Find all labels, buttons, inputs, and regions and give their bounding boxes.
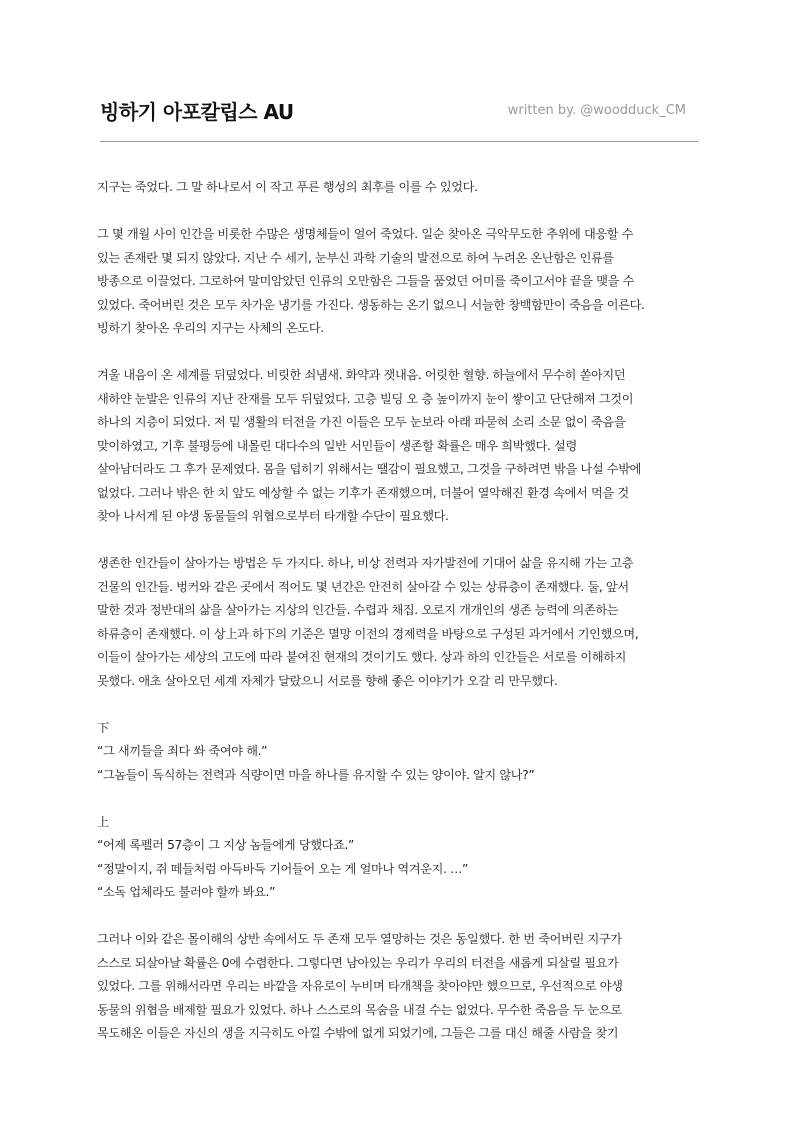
paragraph (97, 928, 705, 1046)
header-divider (100, 141, 698, 142)
author-byline: written by. @woodduck_CM (507, 103, 686, 118)
text-line: 방종으로 이끌었다. 그로하여 말미암았던 인류의 오만함은 그들을 품었던 어미를 죽이고서야 끝을 맺을 수 (97, 274, 635, 288)
dialogue-line: “그 새끼들을 죄다 쏴 죽여야 해.” (97, 744, 268, 758)
paragraph (97, 364, 705, 529)
dialogue-line: “어제 록펠러 57층이 그 지상 놈들에게 당했다죠.” (97, 838, 355, 852)
text-line: 그 몇 개월 사이 인간을 비롯한 수많은 생명체들이 얼어 죽었다. 일순 찾아온 극악무도한 추위에 대응할 수 (97, 227, 634, 241)
text-line: 찾아 나서게 된 야생 동물들의 위협으로부터 타개할 수단이 필요했다. (97, 509, 449, 523)
text-line: 빙하기 찾아온 우리의 지구는 사체의 온도다. (97, 321, 324, 335)
dialogue-line: “그놈들이 독식하는 전력과 식량이면 마을 하나를 유지할 수 있는 양이야. 알지 않나?” (97, 767, 535, 782)
text-line: 있었다. 그를 위해서라면 우리는 바깥을 자유로이 누비며 타개책을 찾아야만 했으므로, 우선적으로 야생 (97, 979, 623, 993)
dialogue-line: “정말이지, 쥐 떼들처럼 아득바득 기어들어 오는 게 얼마나 역겨운지. …” (97, 861, 468, 876)
dialogue-label: 下 (97, 720, 109, 735)
text-line: 맞이하였고, 기후 불평등에 내몰린 대다수의 일반 서민들이 생존할 확률은 매우 희박했다. 설령 (97, 438, 577, 453)
text-line: 새하얀 눈발은 인류의 지난 잔재를 모두 뒤덮었다. 고층 빌딩 오 층 높이까지 눈이 쌓이고 단단해져 그것이 (97, 391, 634, 406)
document-title: 빙하기 아포칼립스 AU (100, 100, 294, 124)
text-line: 없었다. 그러나 밖은 한 치 앞도 예상할 수 없는 기후가 존재했으며, 더불어 열악해진 환경 속에서 먹을 것 (97, 485, 629, 500)
text-line: 못했다. 애초 살아오던 세계 자체가 달랐으니 서로를 향해 좋은 이야기가 오갈 리 만무했다. (97, 673, 558, 688)
paragraph (97, 223, 705, 341)
document-header (100, 96, 698, 132)
text-line: 있었다. 죽어버린 것은 모두 차가운 냉기를 가진다. 생동하는 온기 없으니 서늘한 창백함만이 죽음을 이른다. (97, 297, 645, 312)
text-line: 말한 것과 정반대의 삶을 살아가는 지상의 인간들. 수렵과 채집. 오로지 개개인의 생존 능력에 의존하는 (97, 603, 619, 617)
text-line: 건물의 인간들. 벙커와 같은 곳에서 적어도 몇 년간은 안전히 살아갈 수 있는 상류층이 존재했다. 둘, 앞서 (97, 579, 629, 594)
dialogue-line: “소독 업체라도 불러야 할까 봐요.” (97, 885, 276, 899)
text-line: 동물의 위협을 배제할 필요가 있었다. 하나 스스로의 목숨을 내걸 수는 없었다. 무수한 죽음을 두 눈으로 (97, 1002, 622, 1017)
document-body (97, 176, 705, 1069)
text-line: 지구는 죽었다. 그 말 하나로서 이 작고 푸른 행성의 최후를 이를 수 있었다. (97, 180, 478, 194)
text-line: 생존한 인간들이 살아가는 방법은 두 가지다. 하나, 비상 전력과 자가발전에 기대어 삶을 유지해 가는 고층 (97, 556, 634, 570)
text-line: 스스로 되살아날 확률은 0에 수렴한다. 그렇다면 남아있는 우리가 우리의 터전을 새롭게 되살릴 필요가 (97, 955, 619, 970)
dialogue-label: 上 (97, 814, 109, 829)
text-line: 하류층이 존재했다. 이 상上과 하下의 기준은 멸망 이전의 경제력을 바탕으로 구성된 과거에서 기인했으며, (97, 626, 639, 641)
text-line: 겨울 내음이 온 세계를 뒤덮었다. 비릿한 쇠냄새. 화약과 잿내음. 어릿한 혈향. 하늘에서 무수히 쏟아지던 (97, 368, 626, 382)
text-line: 살아남더라도 그 후가 문제였다. 몸을 덥히기 위해서는 땔감이 필요했고, 그것을 구하려면 밖을 나설 수밖에 (97, 462, 642, 476)
dialogue-block-upper (97, 811, 705, 905)
text-line: 있는 존재란 몇 되지 않았다. 지난 수 세기, 눈부신 과학 기술의 발전으로 하여 누려온 온난함은 인류를 (97, 250, 614, 265)
text-line: 하나의 지층이 되었다. 저 밑 생활의 터전을 가진 이들은 모두 눈보라 아래 파묻혀 소리 소문 없이 죽음을 (97, 415, 626, 429)
text-line: 그러나 이와 같은 몰이해의 상반 속에서도 두 존재 모두 열망하는 것은 동일했다. 한 번 죽어버린 지구가 (97, 932, 622, 946)
paragraph (97, 552, 705, 693)
dialogue-block-lower (97, 717, 705, 788)
text-line: 이들이 살아가는 세상의 고도에 따라 붙여진 현재의 것이기도 했다. 상과 하의 인간들은 서로를 이해하지 (97, 650, 627, 664)
paragraph (97, 176, 705, 200)
text-line: 목도해온 이들은 자신의 생을 지극히도 아낄 수밖에 없게 되었기에, 그들은 그를 대신 해줄 사람을 찾기 (97, 1026, 619, 1040)
